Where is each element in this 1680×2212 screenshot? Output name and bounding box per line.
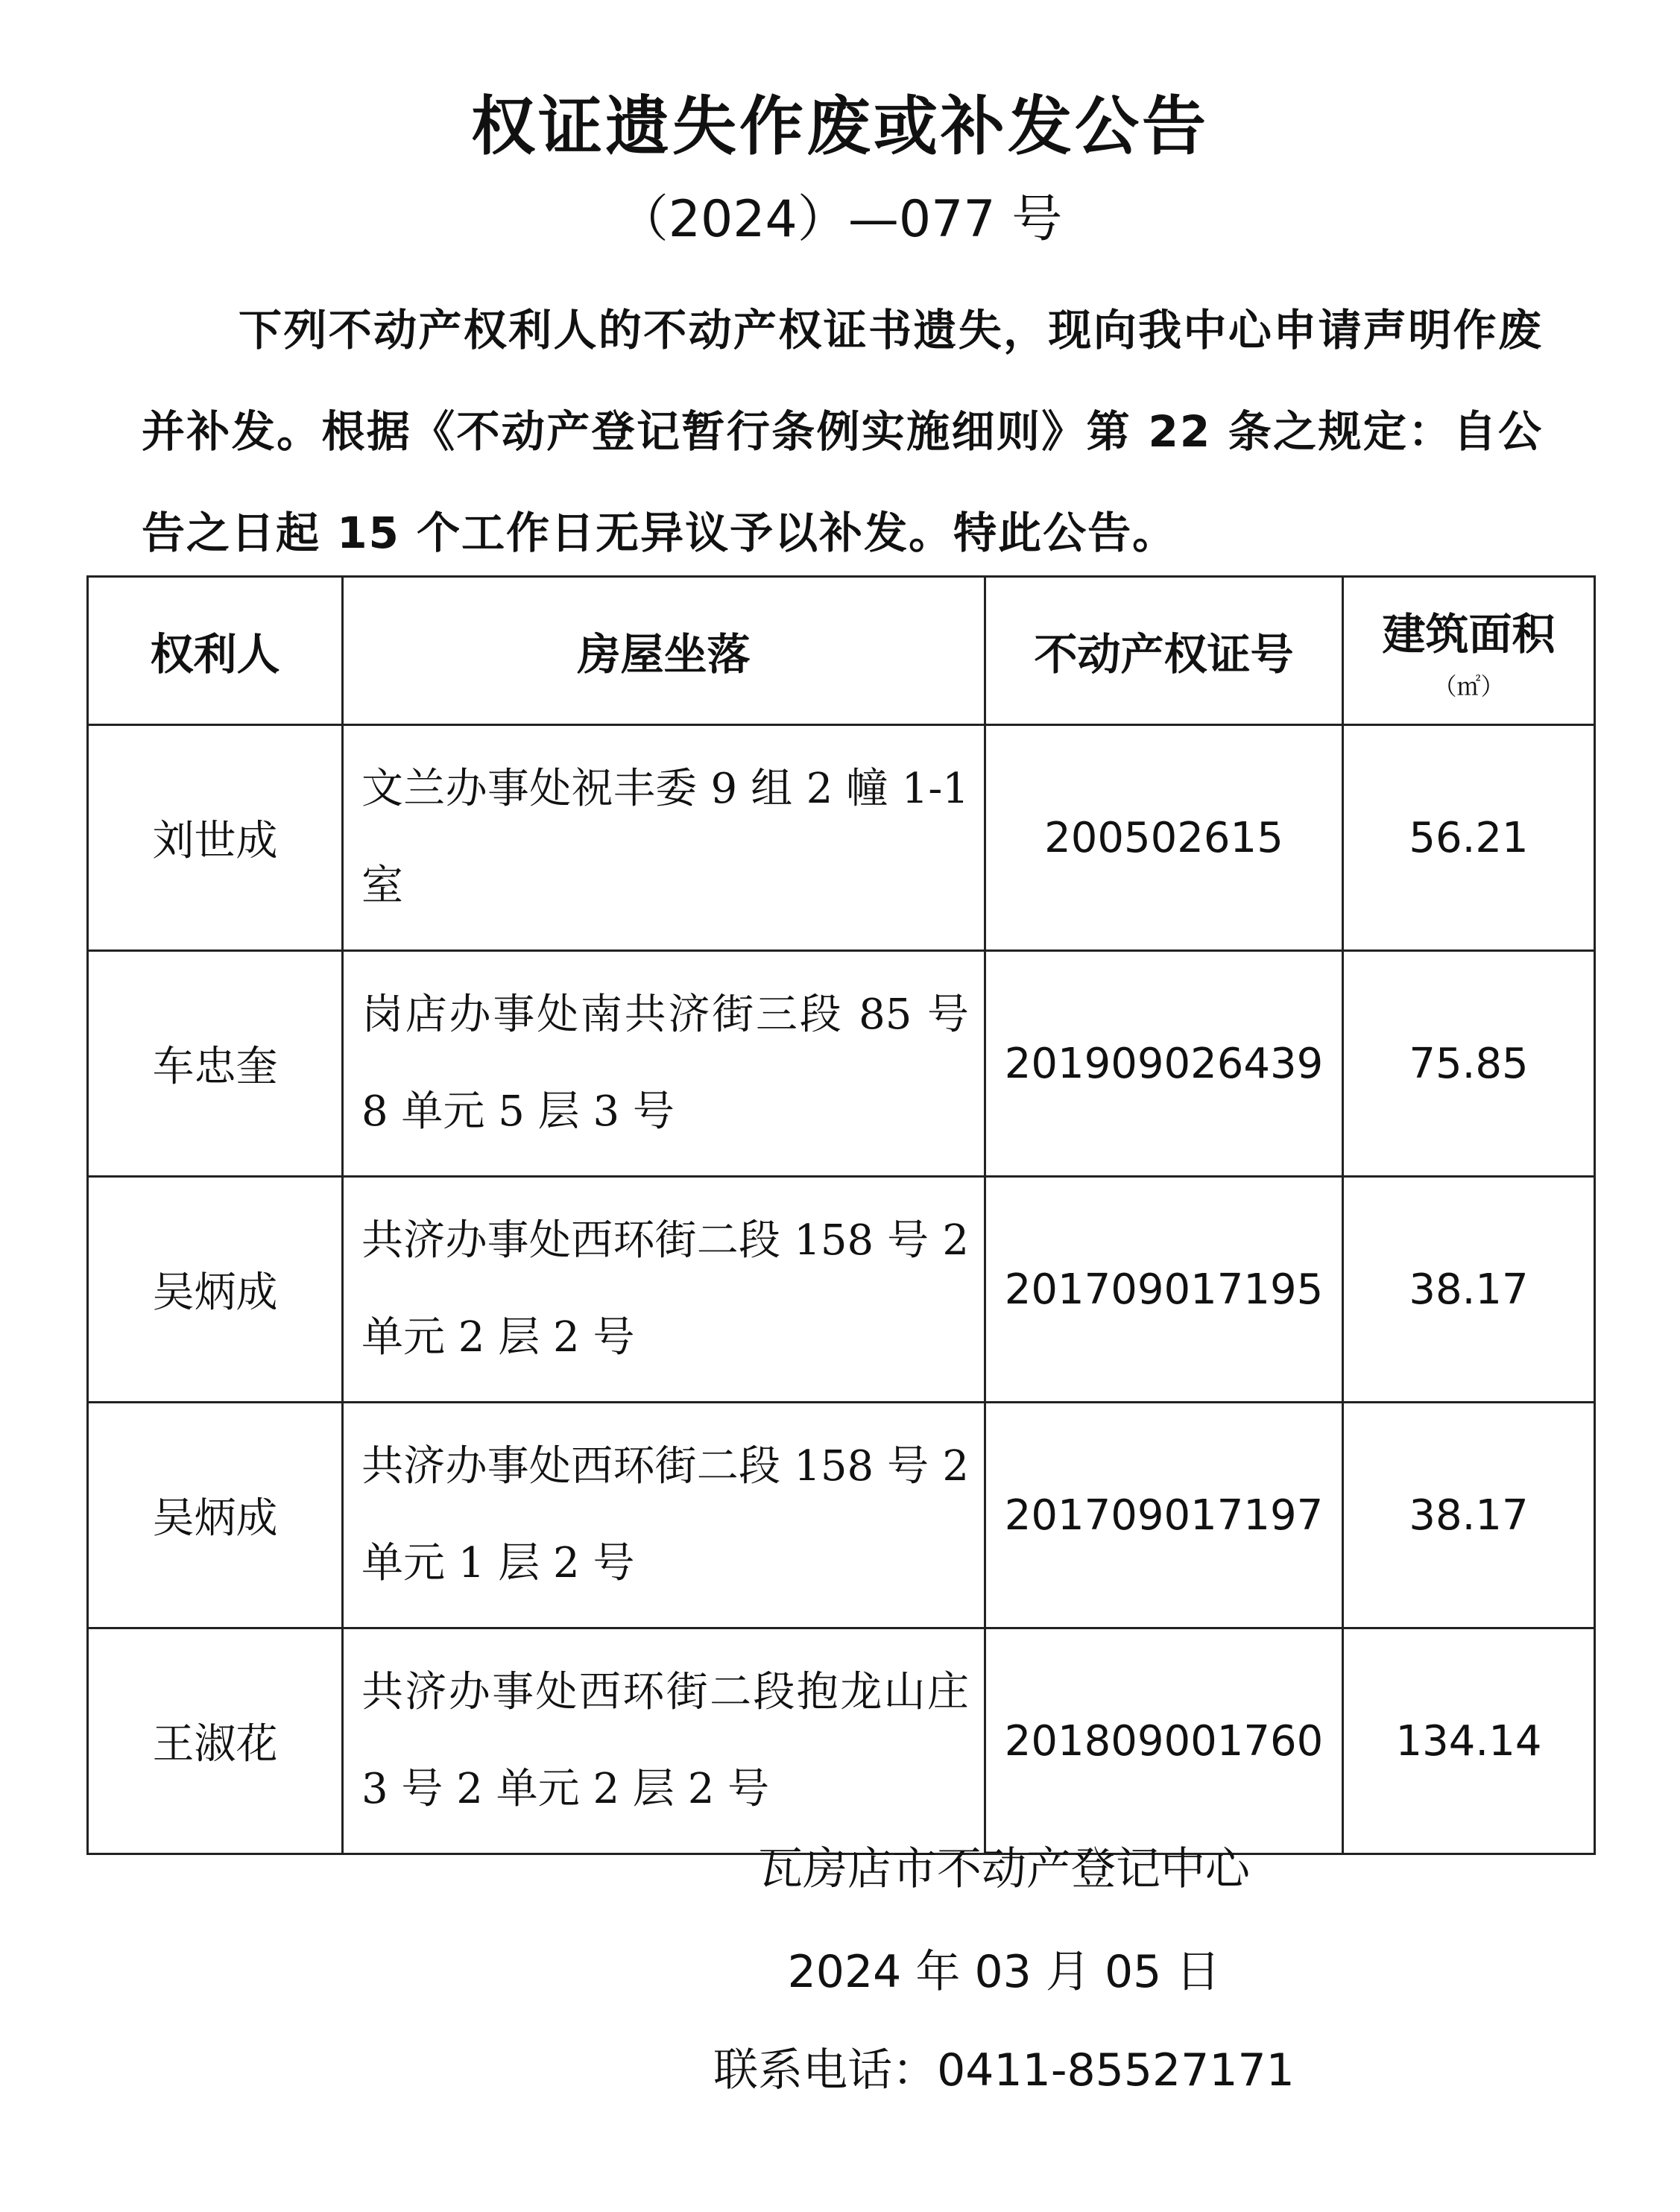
cert-no-cell: 200502615: [985, 725, 1343, 951]
header-area-unit: （㎡）: [1433, 672, 1505, 701]
table-header-row: [88, 577, 1595, 725]
header-location: 房屋坐落: [343, 577, 985, 725]
cert-no-cell: 201709017195: [985, 1177, 1343, 1403]
location-cell: 共济办事处西环街二段 158 号 2 单元 2 层 2 号: [343, 1177, 985, 1403]
cert-no-cell: 201909026439: [985, 951, 1343, 1177]
page-title: 权证遗失作废或补发公告: [471, 89, 1209, 164]
table-row: [88, 1177, 1595, 1403]
owner-cell: 王淑花: [88, 1628, 343, 1854]
contact-phone: 联系电话：0411-85527171: [713, 2044, 1295, 2096]
area-cell: 75.85: [1343, 951, 1595, 1177]
table-row: [88, 725, 1595, 951]
header-area: [1343, 577, 1595, 725]
location-cell: 共济办事处西环街二段 158 号 2 单元 1 层 2 号: [343, 1403, 985, 1628]
owner-cell: 吴炳成: [88, 1403, 343, 1628]
document-number: （2024）—077 号: [617, 190, 1063, 249]
area-cell: 134.14: [1343, 1628, 1595, 1854]
issue-date: 2024 年 03 月 05 日: [787, 1946, 1221, 1998]
notice-body: 下列不动产权利人的不动产权证书遗失，现向我中心申请声明作废并补发。根据《不动产登记暂行条例实施细则》第 22 条之规定：自公告之日起 15 个工作日无异议予以补发。特此公告。: [142, 305, 1543, 558]
owner-cell: 车忠奎: [88, 951, 343, 1177]
header-cert-no: 不动产权证号: [985, 577, 1343, 725]
issuing-organization: 瓦房店市不动产登记中心: [758, 1843, 1250, 1895]
lost-certificate-table: [86, 575, 1596, 1855]
cert-no-cell: 201709017197: [985, 1403, 1343, 1628]
table-row: [88, 951, 1595, 1177]
location-cell: 文兰办事处祝丰委 9 组 2 幢 1-1 室: [343, 725, 985, 951]
header-area-label: 建筑面积: [1382, 609, 1556, 660]
owner-cell: 刘世成: [88, 725, 343, 951]
cert-no-cell: 201809001760: [985, 1628, 1343, 1854]
owner-cell: 吴炳成: [88, 1177, 343, 1403]
header-owner: 权利人: [88, 577, 343, 725]
table-row: [88, 1403, 1595, 1628]
table-row: [88, 1628, 1595, 1854]
location-cell: 共济办事处西环街二段抱龙山庄 3 号 2 单元 2 层 2 号: [343, 1628, 985, 1854]
area-cell: 38.17: [1343, 1177, 1595, 1403]
location-cell: 岗店办事处南共济街三段 85 号 8 单元 5 层 3 号: [343, 951, 985, 1177]
area-cell: 38.17: [1343, 1403, 1595, 1628]
area-cell: 56.21: [1343, 725, 1595, 951]
